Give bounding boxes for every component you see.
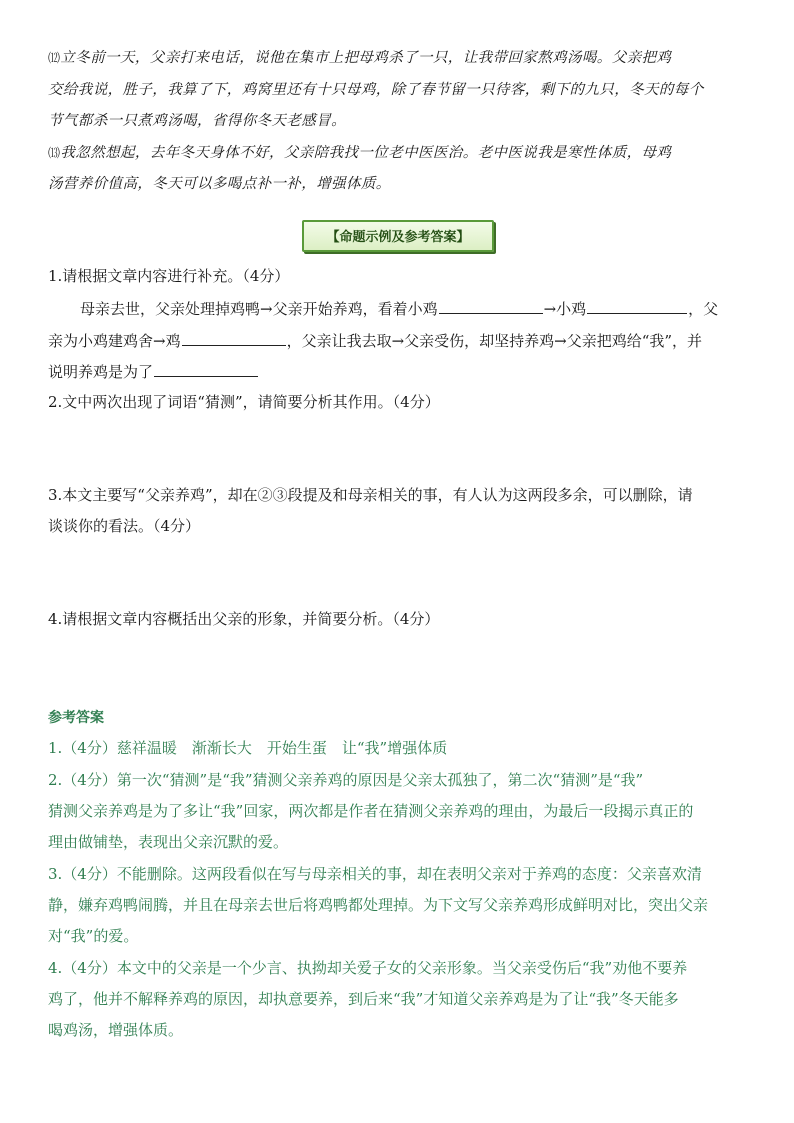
answer-blank[interactable] bbox=[439, 298, 543, 314]
question-2-prompt: 2.文中两次出现了词语“猜测”，请简要分析其作用。（4分） bbox=[48, 393, 440, 411]
passage-p12-line1 bbox=[48, 48, 748, 68]
question-1-line2 bbox=[48, 330, 748, 351]
answer-blank[interactable] bbox=[154, 361, 258, 377]
answer-1: 1.（4分）慈祥温暖 渐渐长大 开始生蛋 让“我”增强体质 bbox=[48, 739, 448, 757]
q1-text: →小鸡 bbox=[543, 300, 587, 318]
answer-3-line2: 静，嫌弃鸡鸭闹腾，并且在母亲去世后将鸡鸭都处理掉。为下文写父亲养鸡形成鲜明对比，突出父亲 bbox=[48, 896, 709, 914]
passage-text: 立冬前一天，父亲打来电话，说他在集市上把母鸡杀了一只，让我带回家熬鸡汤喝。父亲把鸡 bbox=[60, 50, 672, 66]
passage-p12-line3: 节气都杀一只煮鸡汤喝，省得你冬天老感冒。 bbox=[48, 113, 346, 129]
paragraph-number-13: ⒀ bbox=[48, 146, 61, 160]
answer-2-line1: 2.（4分）第一次“猜测”是“我”猜测父亲养鸡的原因是父亲太孤独了，第二次“猜测”是“我” bbox=[48, 771, 644, 789]
answer-4-line3: 喝鸡汤，增强体质。 bbox=[48, 1021, 184, 1039]
answer-2-line2: 猜测父亲养鸡是为了多让“我”回家，两次都是作者在猜测父亲养鸡的理由，为最后一段揭示真正的 bbox=[48, 802, 694, 820]
question-4-prompt: 4.请根据文章内容概括出父亲的形象，并简要分析。（4分） bbox=[48, 610, 440, 628]
question-3-line1: 3.本文主要写“父亲养鸡”，却在②③段提及和母亲相关的事，有人认为这两段多余，可以删除，请 bbox=[48, 486, 693, 504]
answer-3-line1: 3.（4分）不能删除。这两段看似在写与母亲相关的事，却在表明父亲对于养鸡的态度：父亲喜欢清 bbox=[48, 865, 702, 883]
answer-4-line1: 4.（4分）本文中的父亲是一个少言、执拗却关爱子女的父亲形象。当父亲受伤后“我”劝他不要养 bbox=[48, 959, 688, 977]
section-banner bbox=[302, 220, 494, 252]
answer-blank[interactable] bbox=[182, 330, 286, 346]
passage-p12-line2: 交给我说，胜子，我算了下，鸡窝里还有十只母鸡，除了春节留一只待客，剩下的九只，冬天的每个 bbox=[48, 82, 704, 98]
answer-4-line2: 鸡了，他并不解释养鸡的原因，却执意要养，到后来“我”才知道父亲养鸡是为了让“我”冬天能多 bbox=[48, 990, 679, 1008]
passage-p13-line1 bbox=[48, 143, 748, 163]
answer-blank[interactable] bbox=[587, 298, 687, 314]
question-3-line2: 谈谈你的看法。（4分） bbox=[48, 517, 201, 535]
answer-3-line3: 对“我”的爱。 bbox=[48, 927, 139, 945]
question-1-line3 bbox=[48, 361, 748, 382]
passage-p13-line2: 汤营养价值高，冬天可以多喝点补一补，增强体质。 bbox=[48, 176, 391, 192]
banner-label: 【命题示例及参考答案】 bbox=[326, 230, 470, 245]
paragraph-number-12: ⑿ bbox=[48, 51, 61, 65]
answers-heading: 参考答案 bbox=[48, 710, 104, 726]
question-1-prompt: 1.请根据文章内容进行补充。（4分） bbox=[48, 267, 290, 285]
answer-2-line3: 理由做铺垫，表现出父亲沉默的爱。 bbox=[48, 833, 289, 851]
q1-text: 亲为小鸡建鸡舍→鸡 bbox=[48, 332, 181, 350]
q1-text: ，父亲让我去取→父亲受伤，却坚持养鸡→父亲把鸡给“我”，并 bbox=[286, 332, 703, 350]
question-1-line1 bbox=[80, 298, 780, 319]
q1-text: 说明养鸡是为了 bbox=[48, 363, 154, 381]
passage-text: 我忽然想起，去年冬天身体不好，父亲陪我找一位老中医医治。老中医说我是寒性体质，母鸡 bbox=[60, 145, 672, 161]
q1-text: ，父 bbox=[688, 300, 719, 318]
q1-text: 母亲去世，父亲处理掉鸡鸭→父亲开始养鸡，看着小鸡 bbox=[80, 300, 438, 318]
